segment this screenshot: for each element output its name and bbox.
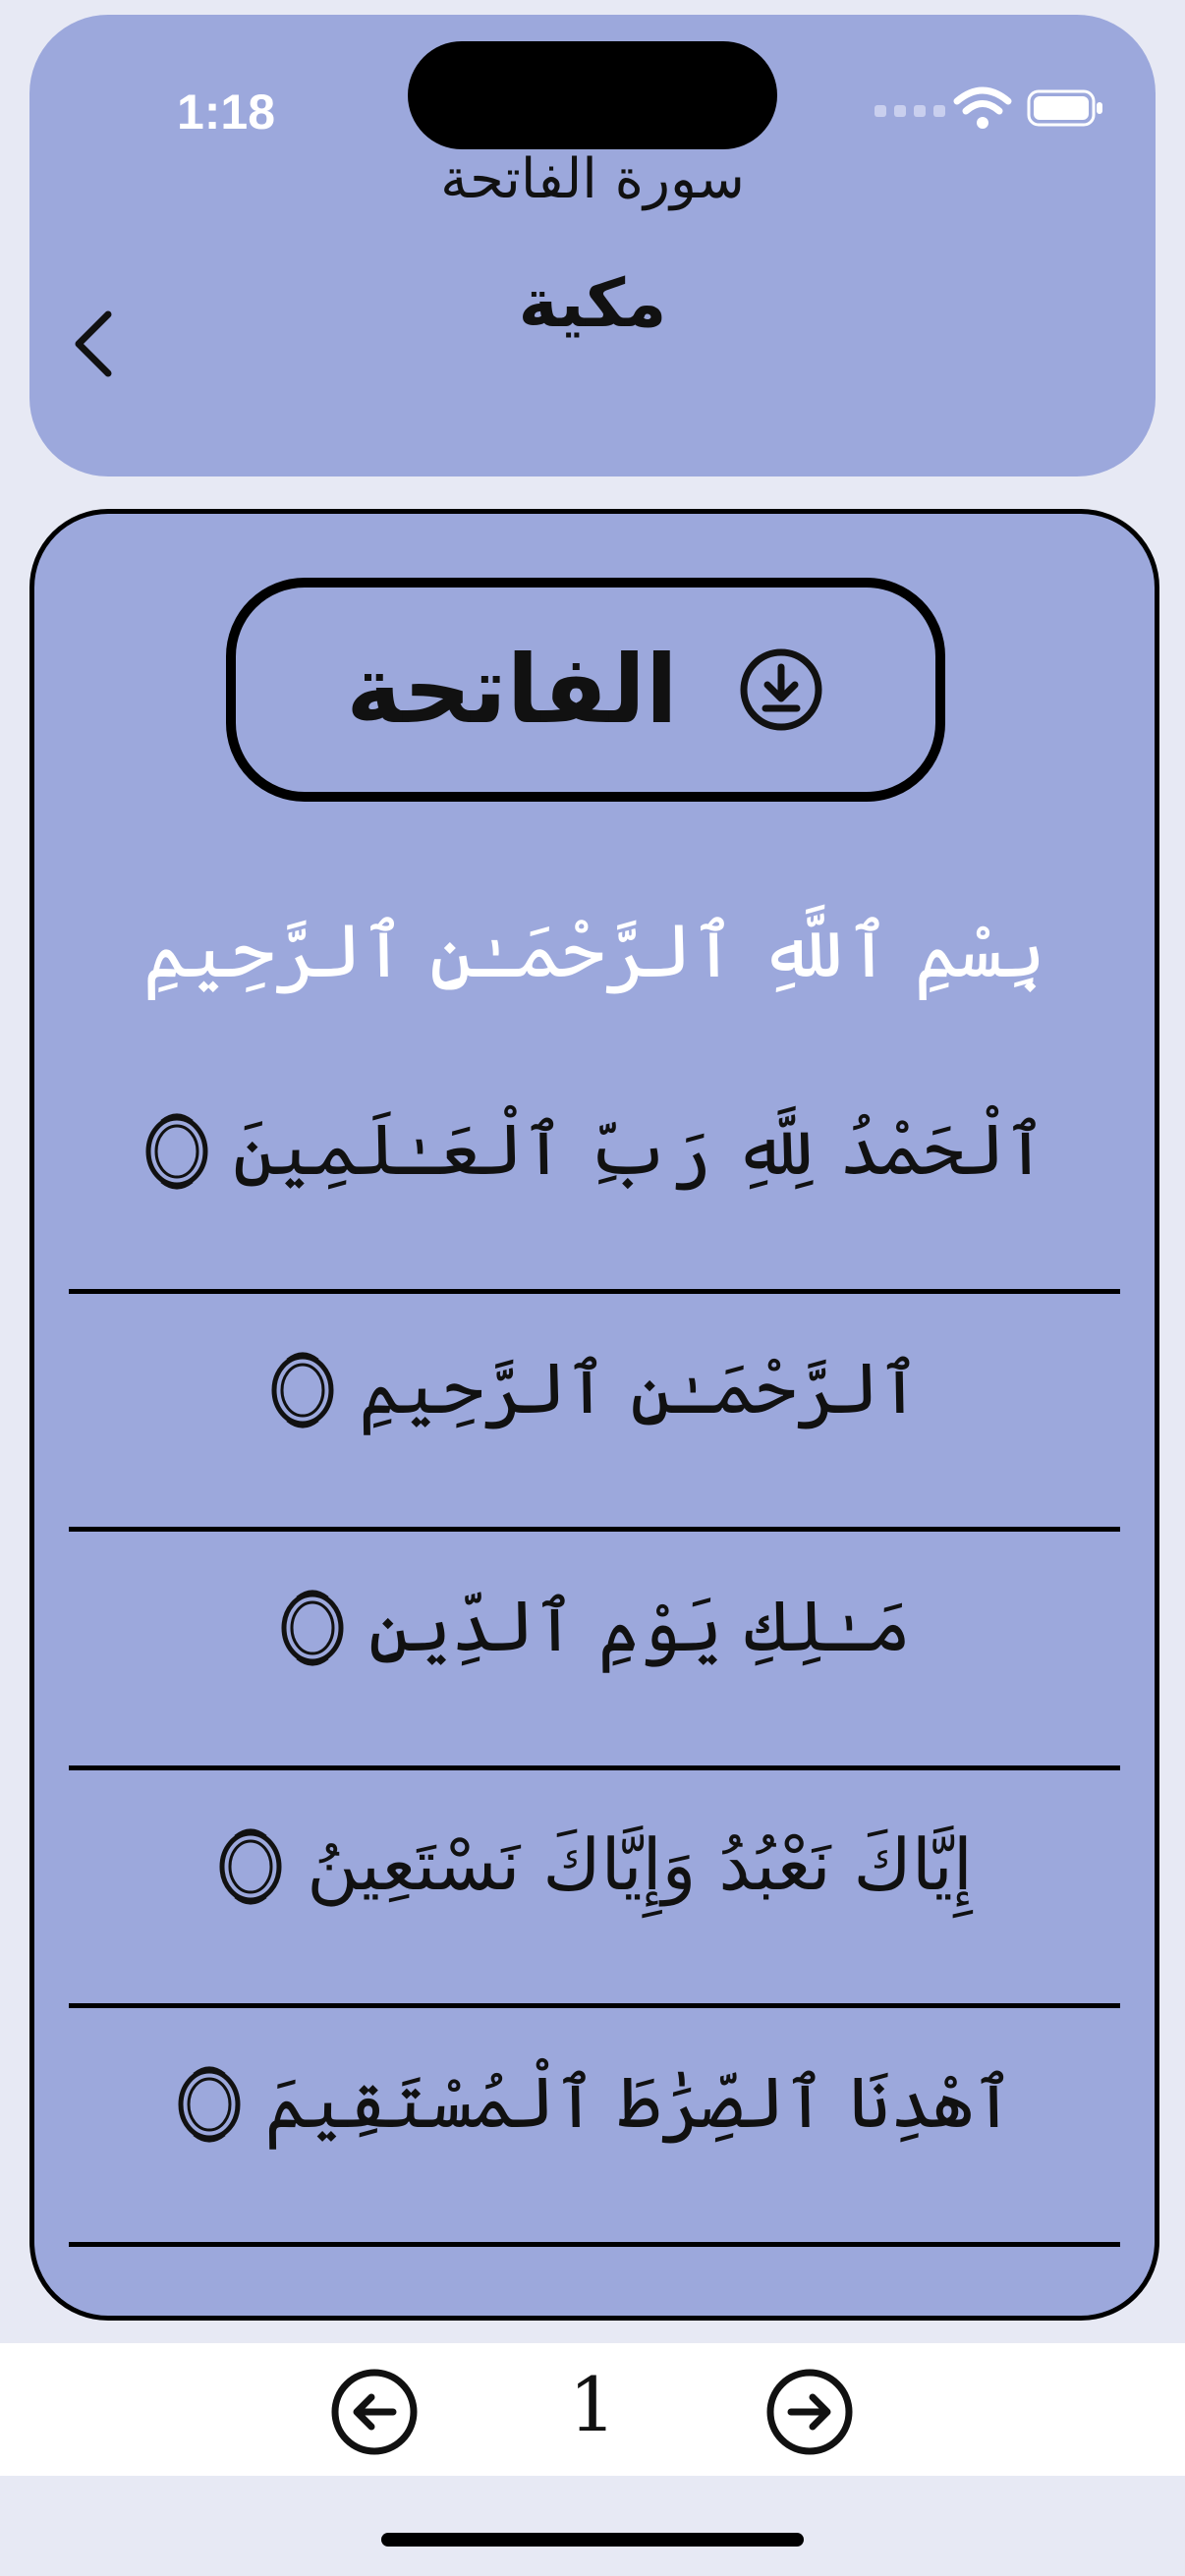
page-navigator <box>0 2343 1185 2476</box>
basmala: بِسْمِ ٱللَّهِ ٱلرَّحْمَـٰنِ ٱلرَّحِيمِ <box>142 907 1046 994</box>
cellular-signal-icon <box>875 105 945 117</box>
verse-row[interactable] <box>34 1585 1155 1667</box>
verse-divider <box>69 1765 1120 1770</box>
verse-text: مَـٰلِكِ يَوْمِ ٱلدِّينِ <box>367 1585 912 1667</box>
verse-text: إِيَّاكَ نَعْبُدُ وَإِيَّاكَ نَسْتَعِينُ <box>307 1823 973 1906</box>
download-icon[interactable] <box>737 645 825 734</box>
status-time: 1:18 <box>176 84 276 140</box>
ayah-end-marker-icon <box>175 2061 244 2144</box>
revelation-type: مكية <box>518 265 667 343</box>
verse-divider <box>69 2242 1120 2247</box>
battery-icon <box>1027 89 1105 129</box>
dynamic-island <box>408 41 777 149</box>
verse-row[interactable] <box>34 1108 1155 1191</box>
surah-title: الفاتحة <box>346 635 678 745</box>
verse-divider <box>69 1289 1120 1294</box>
page-number: 1 <box>568 2361 617 2448</box>
ayah-end-marker-icon <box>268 1347 337 1429</box>
verse-row[interactable] <box>34 1823 1155 1906</box>
verse-text: ٱهْدِنَا ٱلصِّرَٰطَ ٱلْمُسْتَقِيمَ <box>264 2061 1015 2144</box>
verse-row[interactable] <box>34 2061 1155 2144</box>
ayah-end-marker-icon <box>278 1585 347 1667</box>
status-icons <box>845 84 1120 142</box>
ayah-end-marker-icon <box>142 1108 211 1191</box>
prev-page-arrow-icon[interactable] <box>330 2368 419 2456</box>
verse-divider <box>69 1527 1120 1532</box>
next-page-arrow-icon[interactable] <box>765 2368 854 2456</box>
wifi-icon <box>953 84 1012 133</box>
back-chevron-icon[interactable] <box>59 295 128 393</box>
surah-header <box>29 15 1156 476</box>
home-indicator[interactable] <box>381 2533 804 2547</box>
ayah-end-marker-icon <box>216 1823 285 1906</box>
surah-title-button[interactable] <box>226 578 945 802</box>
verse-row[interactable] <box>34 1347 1155 1429</box>
verse-text: ٱلرَّحْمَـٰنِ ٱلرَّحِيمِ <box>359 1347 921 1429</box>
surah-card <box>29 509 1159 2321</box>
verse-divider <box>69 2003 1120 2008</box>
verse-text: ٱلْحَمْدُ لِلَّهِ رَبِّ ٱلْعَـٰلَمِينَ <box>232 1108 1047 1191</box>
surah-name: سورة الفاتحة <box>440 147 745 211</box>
